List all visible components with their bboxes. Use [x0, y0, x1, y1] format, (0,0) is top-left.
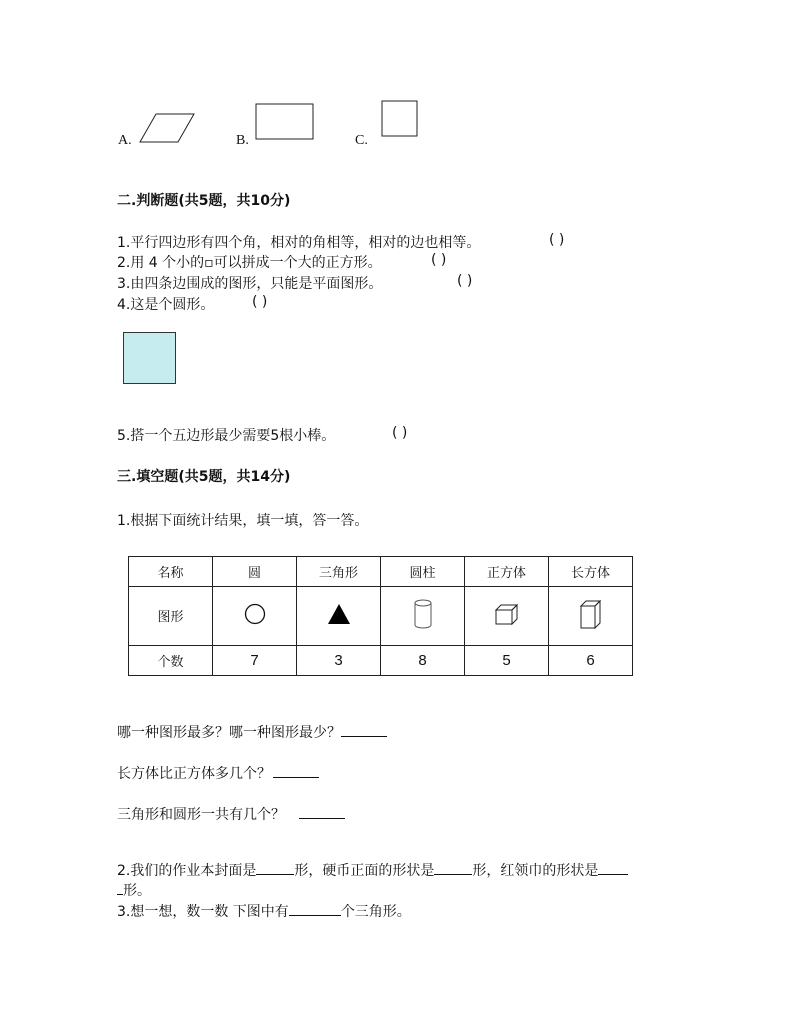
- cyan-square-figure: [123, 332, 176, 384]
- fill-q1: 1.根据下面统计结果，填一填，答一答。: [117, 513, 369, 529]
- cuboid-icon: [578, 598, 604, 630]
- table-count-cell: 5: [465, 645, 549, 675]
- table-name-cell: 长方体: [549, 557, 633, 587]
- table-header-cell: 个数: [129, 645, 213, 675]
- answer-blank[interactable]: [341, 722, 387, 737]
- answer-blank[interactable]: [289, 901, 341, 916]
- judge-q1-paren: ( ): [549, 232, 565, 248]
- table-name-cell: 三角形: [297, 557, 381, 587]
- judge-q2-paren: ( ): [431, 252, 447, 268]
- triangle-icon: [326, 602, 352, 626]
- answer-blank[interactable]: [299, 804, 345, 819]
- option-a-label: A.: [118, 133, 132, 148]
- judge-q3-paren: ( ): [457, 273, 473, 289]
- parallelogram-shape: [136, 112, 196, 144]
- answer-blank[interactable]: [434, 860, 472, 875]
- judge-q1: 1.平行四边形有四个角，相对的角相等，相对的边也相等。: [117, 235, 481, 251]
- answer-blank[interactable]: [256, 860, 294, 875]
- table-name-cell: 圆柱: [381, 557, 465, 587]
- table-row: [129, 557, 633, 587]
- section-3-heading: 三.填空题(共5题，共14分): [117, 469, 291, 485]
- circle-icon: [243, 602, 267, 626]
- fill-q3: 3.想一想，数一数 下图中有 个三角形。: [117, 901, 411, 921]
- table-count-cell: 8: [381, 645, 465, 675]
- cylinder-icon: [412, 597, 434, 631]
- judge-q3: 3.由四条边围成的图形，只能是平面图形。: [117, 276, 383, 292]
- judge-q5-paren: ( ): [392, 425, 408, 441]
- fill-q2-line1: 2.我们的作业本封面是 形，硬币正面的形状是 形，红领巾的形状是: [117, 860, 628, 880]
- sub-question-1: 哪一种图形最多？哪一种图形最少？: [117, 722, 387, 742]
- judge-q2: 2.用 4 个小的▫可以拼成一个大的正方形。: [117, 255, 382, 271]
- statistics-table: [128, 556, 633, 676]
- table-header-cell: 图形: [129, 587, 213, 646]
- table-count-cell: 3: [297, 645, 381, 675]
- table-count-cell: 7: [213, 645, 297, 675]
- table-row: [129, 645, 633, 675]
- sub-question-3: 三角形和圆形一共有几个？: [117, 804, 345, 824]
- cube-icon: [493, 602, 521, 626]
- square-shape: [381, 100, 419, 138]
- judge-q4: 4.这是个圆形。: [117, 297, 215, 313]
- fill-q2-line2: 形。: [117, 880, 151, 900]
- answer-blank[interactable]: [598, 860, 628, 875]
- table-name-cell: 正方体: [465, 557, 549, 587]
- answer-blank[interactable]: [273, 763, 319, 778]
- table-count-cell: 6: [549, 645, 633, 675]
- table-name-cell: 圆: [213, 557, 297, 587]
- option-c-label: C.: [355, 133, 368, 148]
- section-2-heading: 二.判断题(共5题，共10分): [117, 193, 291, 209]
- table-header-cell: 名称: [129, 557, 213, 587]
- option-b-label: B.: [236, 133, 249, 148]
- sub-question-2: 长方体比正方体多几个？: [117, 763, 319, 783]
- table-row: [129, 587, 633, 646]
- judge-q4-paren: ( ): [252, 294, 268, 310]
- rectangle-shape: [255, 103, 315, 141]
- judge-q5: 5.搭一个五边形最少需要5根小棒。: [117, 428, 336, 444]
